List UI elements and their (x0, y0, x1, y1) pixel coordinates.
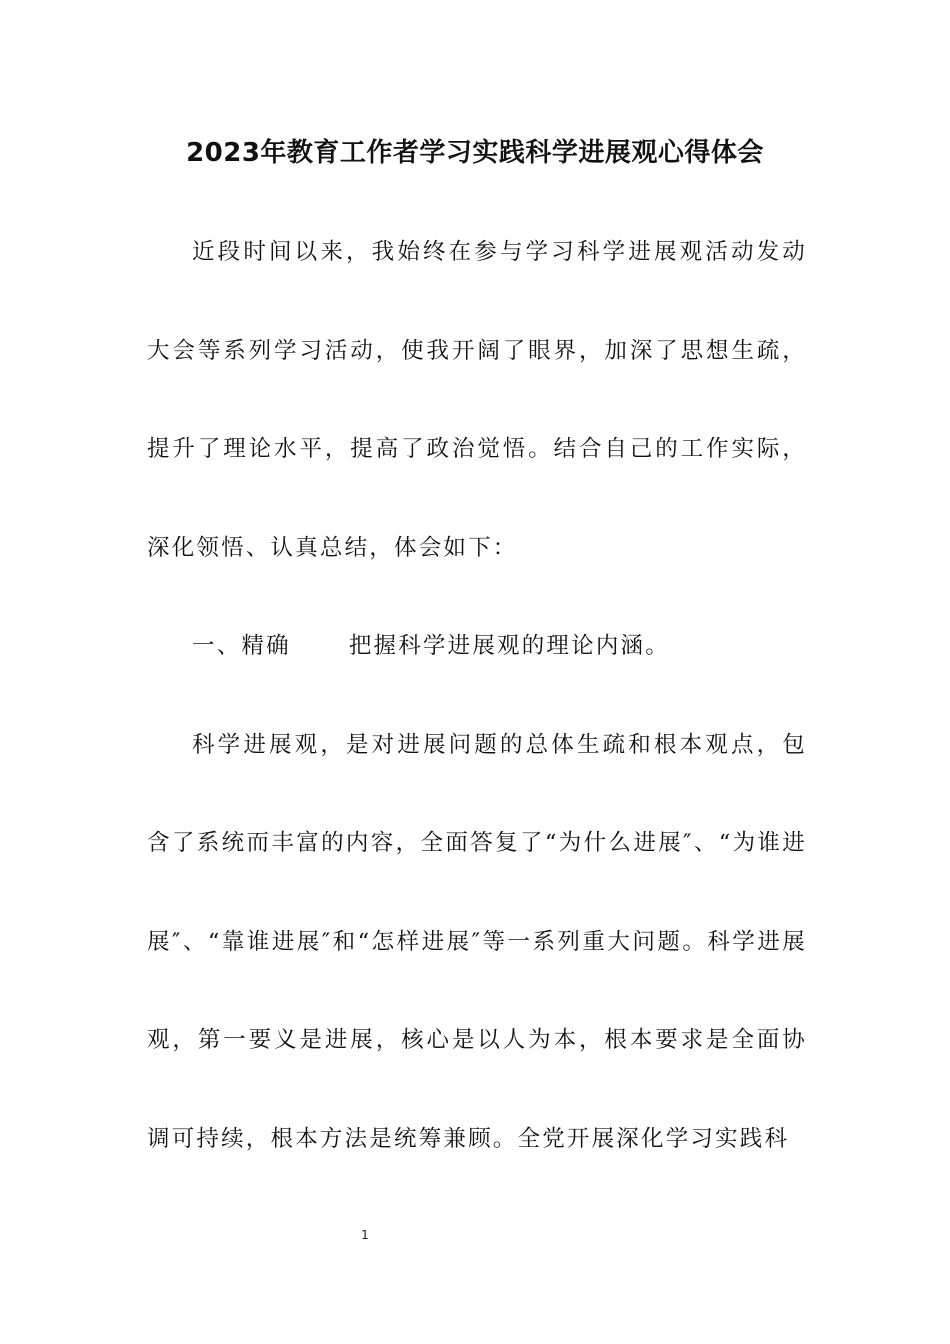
page-number: 1 (361, 1228, 369, 1242)
section-heading (147, 597, 807, 696)
section-heading-prefix: 一、精确 (192, 633, 291, 659)
document-body (147, 203, 807, 1188)
paragraph-intro: 近段时间以来，我始终在参与学习科学进展观活动发动大会等系列学习活动，使我开阔了眼界，加深了思想生疏，提升了理论水平，提高了政治觉悟。结合自己的工作实际，深化领悟、认真总结，体会如下： (147, 239, 807, 561)
section-heading-text: 把握科学进展观的理论内涵。 (348, 633, 670, 659)
page-title: 2023年教育工作者学习实践科学进展观心得体会 (186, 138, 764, 168)
paragraph-body: 科学进展观，是对进展问题的总体生疏和根本观点，包含了系统而丰富的内容，全面答复了“为什么进展″、“为谁进展″、“靠谁进展″和“怎样进展″等一系列重大问题。科学进展观，第一要义是进展，核心是以人为本，根本要求是全面协调可持续，根本方法是统筹兼顾。全党开展深化学习实践科 (147, 731, 807, 1152)
